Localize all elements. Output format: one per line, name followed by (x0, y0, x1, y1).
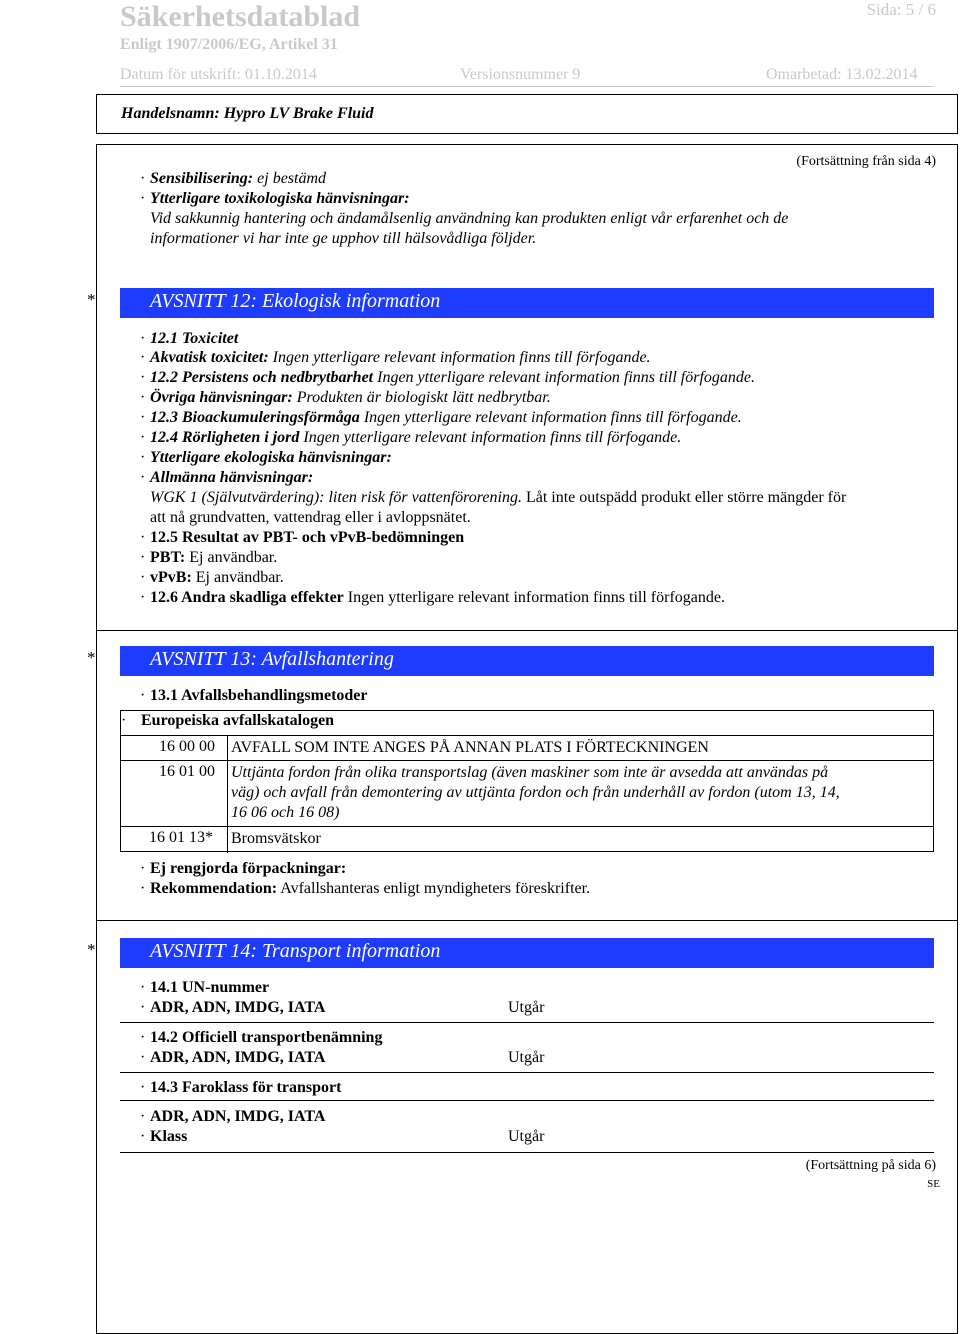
toxicology-heading: · Ytterligare toxikologiska hänvisningar: (140, 190, 410, 207)
s12-wgk-text: WGK 1 (Självutvärdering): liten risk för vattenförorening. (150, 489, 522, 506)
s14-class-label: Klass (150, 1128, 188, 1145)
waste-code: 16 01 00 (159, 763, 215, 780)
column-divider (227, 761, 228, 827)
s12-mobility-label: 12.4 Rörligheten i jord (150, 429, 300, 446)
s12-pbt-heading: · 12.5 Resultat av PBT- och vPvB-bedömningen (140, 529, 465, 546)
regulation-subtitle: Enligt 1907/2006/EG, Artikel 31 (120, 36, 338, 53)
s14-un-modes: · ADR, ADN, IMDG, IATA (140, 999, 326, 1016)
language-code: SE (927, 1178, 940, 1190)
s14-divider (120, 1152, 934, 1153)
s12-persistence-text: Ingen ytterligare relevant information finns till förfogande. (377, 369, 756, 386)
s12-other-notes: · Övriga hänvisningar: Produkten är biologiskt lätt nedbrytbar. (140, 389, 551, 406)
section-divider-13-14 (96, 920, 958, 921)
table-row (121, 735, 933, 761)
waste-catalog-table (120, 710, 934, 852)
s13-uncleaned-packaging: · Ej rengjorda förpackningar: (140, 860, 347, 877)
trade-name: Handelsnamn: Hypro LV Brake Fluid (121, 105, 374, 122)
s14-hazard-class-label: 14.3 Faroklass för transport (150, 1079, 342, 1096)
s14-class-value: Utgår (508, 1128, 545, 1145)
s14-name-modes: · ADR, ADN, IMDG, IATA (140, 1049, 326, 1066)
s12-mobility-text: Ingen ytterligare relevant information finns till förfogande. (303, 429, 682, 446)
continued-from-note: (Fortsättning från sida 4) (796, 154, 936, 169)
waste-description: Bromsvätskor (231, 830, 321, 847)
toxicology-text-2: informationer vi har inte ge upphov till hälsovådliga följder. (150, 230, 537, 247)
s12-additional-eco-label: Ytterligare ekologiska hänvisningar: (150, 449, 392, 466)
s12-groundwater: att nå grundvatten, vattendrag eller i avloppsnätet. (150, 509, 471, 526)
s14-un-number: · 14.1 UN-nummer (140, 979, 270, 996)
s14-name-modes-label: ADR, ADN, IMDG, IATA (150, 1049, 326, 1066)
section-13-change-marker: * (87, 648, 96, 667)
s12-aquatic: · Akvatisk toxicitet: Ingen ytterligare relevant information finns till förfogande. (140, 349, 651, 366)
continued-to-note: (Fortsättning på sida 6) (805, 1158, 936, 1173)
s12-pbt-label: PBT: (150, 549, 186, 566)
s13-recommendation-label: Rekommendation: (150, 880, 278, 897)
s12-aquatic-text: Ingen ytterligare relevant information finns till förfogande. (272, 349, 651, 366)
s13-treatment-methods-label: 13.1 Avfallsbehandlingsmetoder (150, 687, 368, 704)
s14-shipping-name: · 14.2 Officiell transportbenämning (140, 1029, 383, 1046)
s12-bioaccumulation-label: 12.3 Bioackumuleringsförmåga (150, 409, 360, 426)
s14-divider (120, 1100, 934, 1101)
s12-other-effects-label: 12.6 Andra skadliga effekter (150, 589, 344, 606)
s12-pbt-heading-label: 12.5 Resultat av PBT- och vPvB-bedömningen (150, 529, 465, 546)
column-divider (227, 827, 228, 853)
s12-persistence-label: 12.2 Persistens och nedbrytbarhet (150, 369, 374, 386)
sensitisation-label: Sensibilisering: (150, 170, 254, 187)
section-13-title: AVSNITT 13: Avfallshantering (120, 646, 934, 676)
s14-divider (120, 1072, 934, 1073)
s12-toxicity: · 12.1 Toxicitet (140, 330, 239, 347)
s12-dilution-text: Låt inte outspädd produkt eller större mängder för (525, 489, 847, 506)
sensitisation-value: ej bestämd (257, 170, 327, 187)
page-number: Sida: 5 / 6 (866, 0, 936, 19)
s14-un-value: Utgår (508, 999, 545, 1016)
waste-code: 16 00 00 (159, 738, 215, 755)
s14-class: · Klass (140, 1128, 188, 1145)
s12-wgk-line (150, 489, 846, 507)
section-14-title: AVSNITT 14: Transport information (120, 938, 934, 968)
s12-pbt: · PBT: Ej användbar. (140, 549, 278, 566)
s12-pbt-value: Ej användbar. (189, 549, 278, 566)
s12-persistence: · 12.2 Persistens och nedbrytbarhet Ingen ytterligare relevant information finns till förfogande. (140, 369, 756, 386)
s12-bioaccumulation-text: Ingen ytterligare relevant information finns till förfogande. (363, 409, 742, 426)
s12-aquatic-label: Akvatisk toxicitet: (150, 349, 269, 366)
waste-description-line: väg) och avfall från demontering av uttjänta fordon och från underhåll av fordon (utom 13, 14, (231, 784, 840, 801)
s12-other-effects: · 12.6 Andra skadliga effekter Ingen ytterligare relevant information finns till förfogande. (140, 589, 725, 606)
s13-uncleaned-packaging-label: Ej rengjorda förpackningar: (150, 860, 347, 877)
s14-shipping-name-label: 14.2 Officiell transportbenämning (150, 1029, 383, 1046)
s14-divider (120, 1022, 934, 1023)
print-date: Datum för utskrift: 01.10.2014 (120, 66, 317, 83)
s12-vpvb-label: vPvB: (150, 569, 192, 586)
s12-other-notes-label: Övriga hänvisningar: (150, 389, 293, 406)
s12-vpvb: · vPvB: Ej användbar. (140, 569, 284, 586)
s14-un-modes-label: ADR, ADN, IMDG, IATA (150, 999, 326, 1016)
header-divider (120, 86, 934, 87)
sensitisation-line: · Sensibilisering: ej bestämd (140, 170, 327, 187)
s13-recommendation: · Rekommendation: Avfallshanteras enligt myndigheters föreskrifter. (140, 880, 591, 897)
table-row (121, 760, 933, 827)
s12-general-notes: · Allmänna hänvisningar: (140, 469, 314, 486)
waste-catalog-title-label: Europeiska avfallskatalogen (141, 712, 335, 729)
section-divider-12-13 (96, 630, 958, 631)
document-title: Säkerhetsdatablad (120, 0, 361, 33)
s13-recommendation-text: Avfallshanteras enligt myndigheters föreskrifter. (280, 880, 591, 897)
s14-un-number-label: 14.1 UN-nummer (150, 979, 270, 996)
waste-catalog-title: · Europeiska avfallskatalogen (121, 712, 335, 729)
s12-mobility: · 12.4 Rörligheten i jord Ingen ytterligare relevant information finns till förfogande. (140, 429, 682, 446)
waste-description-line: Uttjänta fordon från olika transportslag (även maskiner som inte är avsedda att användas på (231, 764, 829, 781)
waste-description (231, 763, 840, 823)
toxicology-text-1: Vid sakkunnig hantering och ändamålsenlig användning kan produkten enligt vår erfarenhet och de (150, 210, 789, 227)
trade-name-box (96, 94, 958, 134)
s14-hazard-class: · 14.3 Faroklass för transport (140, 1079, 342, 1096)
revision-date: Omarbetad: 13.02.2014 (766, 66, 918, 83)
s12-other-notes-text: Produkten är biologiskt lätt nedbrytbar. (296, 389, 551, 406)
s12-other-effects-text: Ingen ytterligare relevant information finns till förfogande. (347, 589, 725, 606)
table-row (121, 826, 933, 853)
s12-general-notes-label: Allmänna hänvisningar: (150, 469, 314, 486)
section-14-change-marker: * (87, 940, 96, 959)
section-12-change-marker: * (87, 290, 96, 309)
s14-hazard-modes: · ADR, ADN, IMDG, IATA (140, 1108, 326, 1125)
toxicology-label: Ytterligare toxikologiska hänvisningar: (150, 190, 410, 207)
section-12-title: AVSNITT 12: Ekologisk information (120, 288, 934, 318)
s12-additional-eco: · Ytterligare ekologiska hänvisningar: (140, 449, 392, 466)
s12-vpvb-value: Ej användbar. (195, 569, 284, 586)
version-number: Versionsnummer 9 (460, 66, 581, 83)
s12-toxicity-label: 12.1 Toxicitet (150, 330, 239, 347)
s12-bioaccumulation: · 12.3 Bioackumuleringsförmåga Ingen ytterligare relevant information finns till förfogande. (140, 409, 742, 426)
s14-hazard-modes-label: ADR, ADN, IMDG, IATA (150, 1108, 326, 1125)
column-divider (227, 736, 228, 761)
waste-code: 16 01 13* (149, 829, 213, 846)
s13-treatment-methods: · 13.1 Avfallsbehandlingsmetoder (140, 687, 368, 704)
s14-name-value: Utgår (508, 1049, 545, 1066)
waste-description-line: 16 06 och 16 08) (231, 804, 340, 821)
waste-description: AVFALL SOM INTE ANGES PÅ ANNAN PLATS I FÖRTECKNINGEN (231, 739, 709, 756)
